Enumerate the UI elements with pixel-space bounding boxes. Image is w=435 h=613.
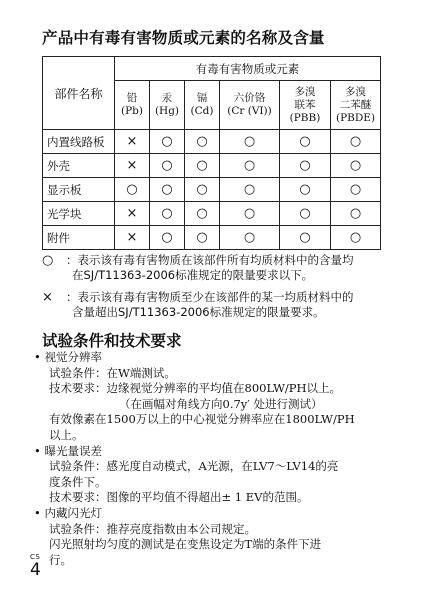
body-line: 技术要求：边缘视觉分辨率的平均值在800LW/PH以上。	[49, 381, 342, 396]
body-line: 行。	[49, 552, 72, 567]
table-row	[43, 202, 381, 226]
column-header-line: (PBDE)	[336, 111, 376, 124]
substance-mark: ○	[150, 178, 185, 202]
substance-mark: ○	[185, 178, 220, 202]
column-header-line: (PBB)	[289, 111, 321, 124]
substance-mark: ○	[331, 130, 381, 154]
substance-mark: ×	[115, 130, 150, 154]
bullet-heading: • 视觉分辨率	[34, 350, 102, 364]
substance-mark: ○	[185, 226, 220, 250]
language-code: CS	[30, 553, 41, 561]
substance-mark: ○	[185, 202, 220, 226]
table-row	[43, 154, 381, 178]
body-line: 技术要求：图像的平均值不得超出± 1 EV的范围。	[49, 490, 309, 505]
column-header-line: (Cr (VI))	[227, 105, 272, 117]
substance-mark: ○	[280, 226, 331, 250]
substance-mark: ×	[115, 226, 150, 250]
test-conditions-body	[34, 350, 394, 568]
cross-symbol: ×	[42, 290, 53, 305]
substance-column-header	[150, 81, 185, 130]
column-header-line: (Hg)	[154, 105, 180, 117]
hazardous-substances-header: 有毒有害物质或元素	[115, 57, 381, 81]
column-header-line: 镉	[196, 92, 208, 104]
body-line: 试验条件：在W端测试。	[49, 365, 176, 380]
body-line: 闪光照射均匀度的测试是在变焦设定为T端的条件下进	[49, 537, 322, 552]
component-name: 外壳	[43, 154, 115, 178]
substance-column-header	[220, 81, 280, 130]
substance-column-header	[185, 81, 220, 130]
substance-mark: ○	[280, 154, 331, 178]
substance-mark: ○	[150, 202, 185, 226]
body-line: 有效像素在1500万以上的中心视觉分辨率应在1800LW/PH	[49, 412, 355, 427]
body-line: 以上。	[49, 427, 84, 442]
bullet-heading: • 内藏闪光灯	[34, 505, 102, 520]
substance-mark: ○	[220, 154, 280, 178]
table-row	[43, 226, 381, 250]
substance-table	[42, 56, 381, 250]
substance-mark: ○	[220, 130, 280, 154]
section-title: 试验条件和技术要求	[42, 332, 182, 350]
component-name: 附件	[43, 226, 115, 250]
substance-mark: ○	[115, 178, 150, 202]
substance-mark: ○	[150, 130, 185, 154]
substance-mark: ○	[220, 178, 280, 202]
column-header-line: 汞	[161, 92, 173, 104]
circle-symbol: ○	[42, 253, 54, 268]
column-header-line: 多溴	[345, 85, 367, 98]
note-cross-line2: 含量超出SJ/T11363-2006标准规定的限量要求。	[72, 305, 325, 319]
substance-mark: ○	[331, 226, 381, 250]
note-circle-line2: 在SJ/T11363-2006标准规定的限量要求以下。	[72, 268, 314, 282]
body-line: 试验条件：感光度自动模式，A光源，在LV7～LV14的亮	[49, 459, 339, 474]
body-line: 度条件下。	[49, 474, 107, 489]
component-name: 内置线路板	[43, 130, 115, 154]
substance-mark: ○	[150, 226, 185, 250]
body-line: 试验条件：推荐亮度指数由本公司规定。	[49, 521, 256, 536]
substance-mark: ○	[331, 154, 381, 178]
page-title: 产品中有毒有害物质或元素的名称及含量	[42, 29, 325, 47]
substance-mark: ×	[115, 154, 150, 178]
component-name: 显示板	[43, 178, 115, 202]
note-cross	[42, 290, 387, 320]
column-header-line: 六价铬	[233, 92, 266, 104]
substance-column-header	[280, 81, 331, 130]
substance-mark: ○	[280, 178, 331, 202]
component-name-header: 部件名称	[43, 57, 115, 130]
note-circle	[42, 253, 387, 283]
column-header-line: 铅	[126, 92, 138, 104]
substance-mark: ○	[185, 130, 220, 154]
substance-mark: ○	[331, 178, 381, 202]
component-name: 光学块	[43, 202, 115, 226]
substance-mark: ○	[220, 226, 280, 250]
substance-mark: ○	[220, 202, 280, 226]
substance-mark: ○	[280, 130, 331, 154]
column-header-line: 二苯醚	[339, 98, 372, 111]
substance-mark: ○	[150, 154, 185, 178]
substance-mark: ○	[185, 154, 220, 178]
note-cross-line1: ：表示该有毒有害物质至少在该部件的某一均质材料中的	[66, 290, 354, 304]
column-header-line: 多溴	[294, 85, 316, 98]
table-row	[43, 178, 381, 202]
column-header-line: 联苯	[294, 98, 316, 111]
substance-mark: ○	[280, 202, 331, 226]
substance-mark: ×	[115, 202, 150, 226]
bullet-heading: • 曝光量误差	[34, 443, 102, 458]
note-circle-line1: ：表示该有毒有害物质在该部件所有均质材料中的含量均	[66, 253, 354, 267]
page-number: 4	[30, 560, 41, 580]
body-line: （在画幅对角线方向0.7y′ 处进行测试）	[119, 396, 323, 411]
substance-column-header	[115, 81, 150, 130]
substance-column-header	[331, 81, 381, 130]
table-row	[43, 130, 381, 154]
column-header-line: (Pb)	[121, 105, 143, 117]
substance-mark: ○	[331, 202, 381, 226]
column-header-line: (Cd)	[190, 105, 214, 117]
